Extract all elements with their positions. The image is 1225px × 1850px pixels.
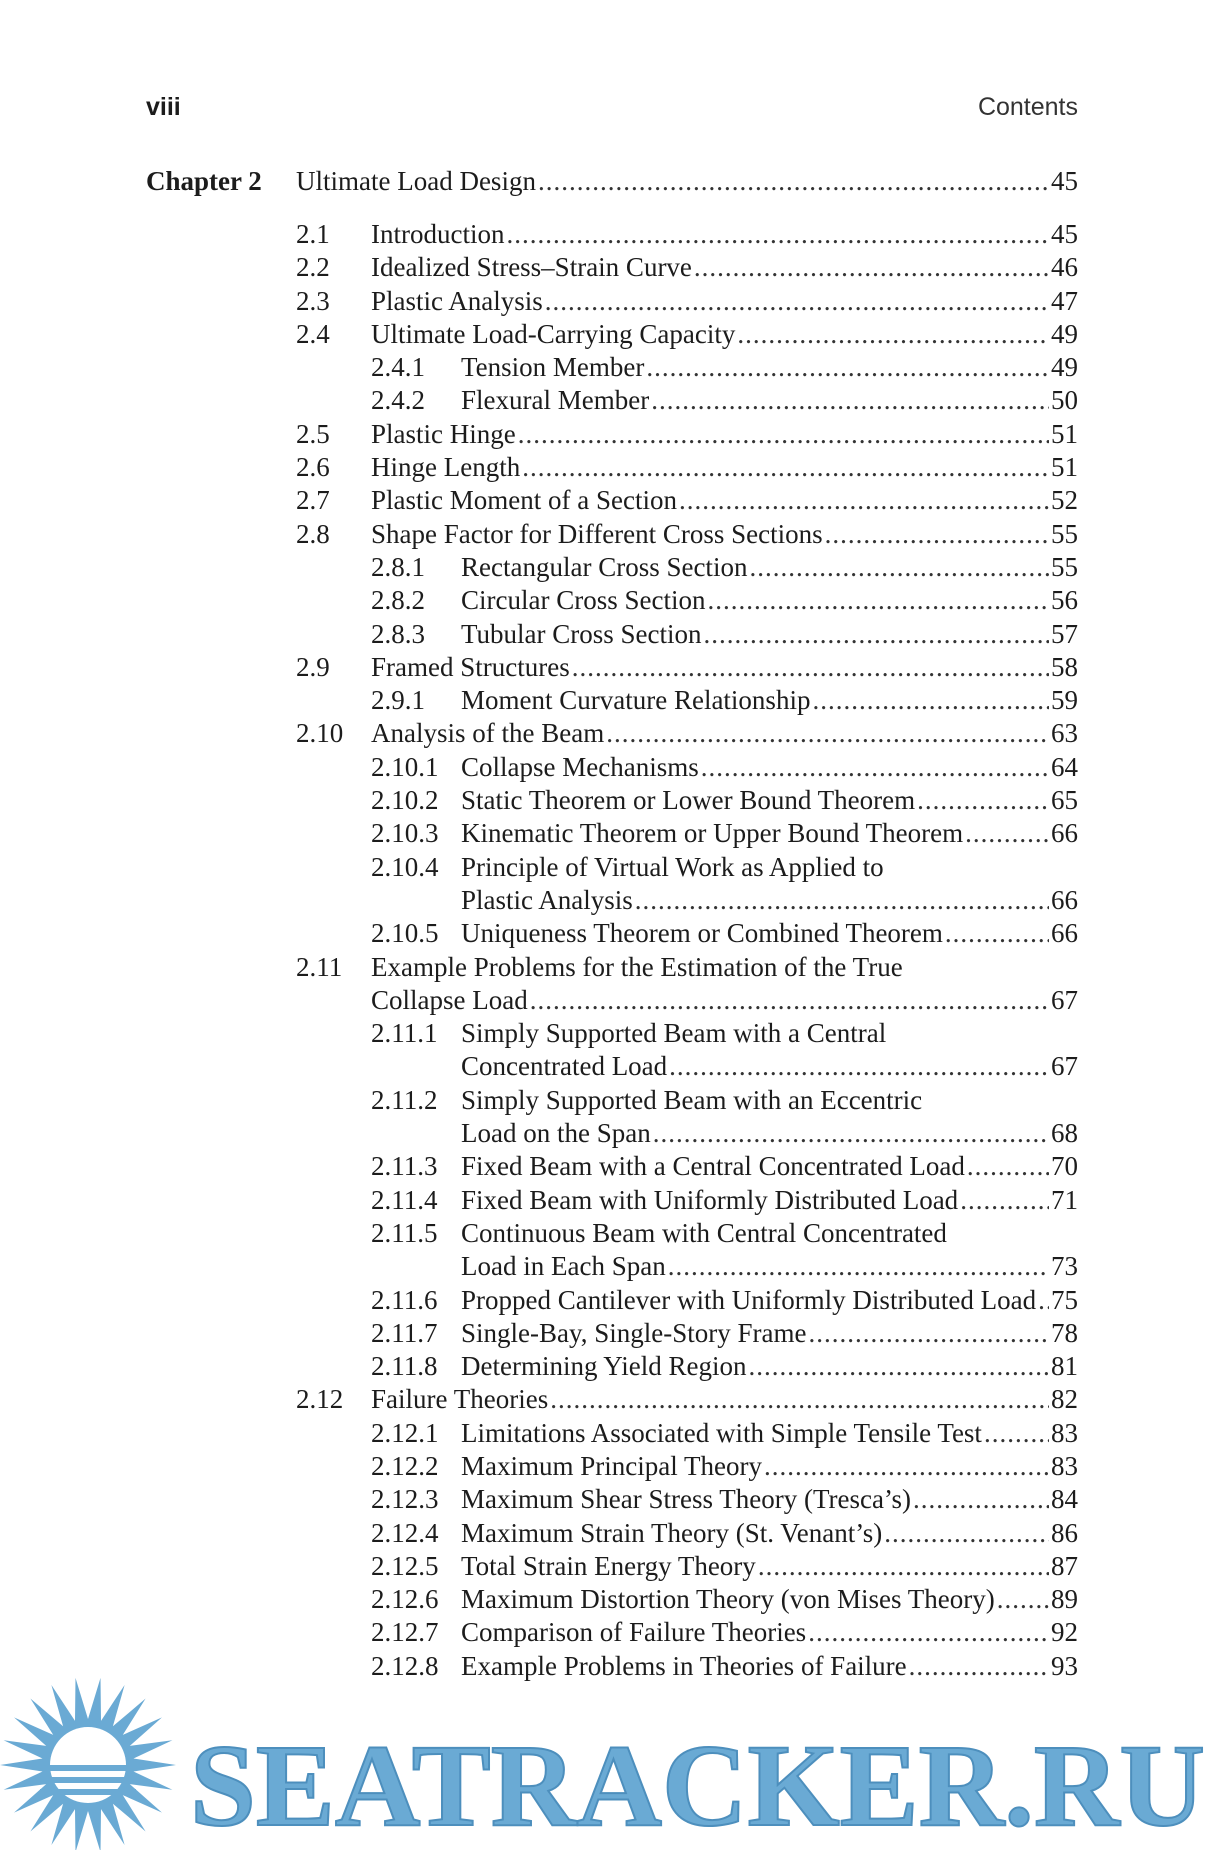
page-number: 92 bbox=[1051, 1617, 1078, 1648]
page-number: 84 bbox=[1051, 1484, 1078, 1515]
page-number: 64 bbox=[1051, 751, 1078, 782]
chapter-entry[interactable] bbox=[146, 166, 1078, 206]
section-number: 2.10.3 bbox=[371, 818, 439, 849]
page-number: 93 bbox=[1051, 1650, 1078, 1681]
page-number: 67 bbox=[1051, 984, 1078, 1015]
dot-leader bbox=[606, 717, 1049, 750]
dot-leader bbox=[701, 751, 1049, 784]
dot-leader bbox=[572, 651, 1049, 684]
section-title: Maximum Distortion Theory (von Mises Theory) bbox=[461, 1584, 995, 1615]
dot-leader bbox=[758, 1550, 1049, 1583]
dot-leader bbox=[545, 285, 1049, 318]
dot-leader bbox=[749, 551, 1049, 584]
toc-entry[interactable] bbox=[146, 1450, 1078, 1483]
page-number: 75 bbox=[1051, 1284, 1078, 1315]
sunburst-logo-icon bbox=[0, 1678, 176, 1850]
section-title: Maximum Strain Theory (St. Venant’s) bbox=[461, 1517, 883, 1548]
section-number: 2.9 bbox=[296, 651, 330, 682]
toc-entry[interactable] bbox=[146, 285, 1078, 318]
section-number: 2.11.5 bbox=[371, 1217, 438, 1248]
dot-leader bbox=[808, 1616, 1049, 1649]
page-number: 58 bbox=[1051, 651, 1078, 682]
seatracker-watermark bbox=[0, 1665, 1225, 1850]
toc-entry[interactable] bbox=[146, 584, 1078, 617]
page-number: 66 bbox=[1051, 884, 1078, 915]
page-number: 87 bbox=[1051, 1550, 1078, 1581]
toc-entry[interactable] bbox=[146, 684, 1078, 717]
toc-entry[interactable] bbox=[146, 1616, 1078, 1649]
section-number: 2.3 bbox=[296, 285, 330, 316]
toc-entry[interactable] bbox=[146, 1150, 1078, 1183]
section-number: 2.1 bbox=[296, 219, 330, 249]
page-number: 51 bbox=[1051, 452, 1078, 483]
section-number: 2.11 bbox=[296, 951, 343, 982]
page-number: 83 bbox=[1051, 1417, 1078, 1448]
section-title: Limitations Associated with Simple Tensile Test bbox=[461, 1417, 982, 1448]
toc-entry[interactable] bbox=[146, 951, 1078, 984]
page-number: 71 bbox=[1051, 1184, 1078, 1215]
chapter-label: Chapter 2 bbox=[146, 166, 262, 196]
section-title: Flexural Member bbox=[461, 385, 650, 416]
table-of-contents bbox=[146, 166, 1078, 1683]
chapter-page: 45 bbox=[1051, 166, 1078, 196]
section-number: 2.4.1 bbox=[371, 352, 425, 383]
dot-leader bbox=[522, 451, 1049, 484]
section-number: 2.10.2 bbox=[371, 785, 439, 816]
section-number: 2.12.4 bbox=[371, 1517, 439, 1548]
dot-leader bbox=[808, 1317, 1049, 1350]
section-title: Total Strain Energy Theory bbox=[461, 1550, 756, 1581]
page-number: 73 bbox=[1051, 1251, 1078, 1282]
toc-entry[interactable] bbox=[146, 1383, 1078, 1416]
section-title: Tension Member bbox=[461, 352, 645, 383]
section-number: 2.11.8 bbox=[371, 1351, 438, 1382]
section-title: Introduction bbox=[371, 219, 505, 249]
section-number: 2.12.2 bbox=[371, 1450, 439, 1481]
section-number: 2.10.5 bbox=[371, 918, 439, 949]
page-number: 57 bbox=[1051, 618, 1078, 649]
section-title: Ultimate Load-Carrying Capacity bbox=[371, 318, 736, 349]
section-title: Example Problems in Theories of Failure bbox=[461, 1650, 907, 1681]
section-title: Maximum Shear Stress Theory (Tresca’s) bbox=[461, 1484, 911, 1515]
section-title: Kinematic Theorem or Upper Bound Theorem bbox=[461, 818, 964, 849]
section-title: Circular Cross Section bbox=[461, 585, 706, 616]
section-title: Principle of Virtual Work as Applied to bbox=[461, 851, 884, 882]
page-number: 83 bbox=[1051, 1450, 1078, 1481]
section-number: 2.2 bbox=[296, 252, 330, 283]
toc-entry[interactable] bbox=[146, 218, 1078, 251]
page-number: 51 bbox=[1051, 418, 1078, 449]
toc-entry-continuation[interactable] bbox=[146, 1050, 1078, 1083]
section-number: 2.11.3 bbox=[371, 1151, 438, 1182]
toc-entry-continuation[interactable] bbox=[146, 1117, 1078, 1150]
page-number: 49 bbox=[1051, 352, 1078, 383]
section-title: Analysis of the Beam bbox=[371, 718, 605, 749]
dot-leader bbox=[997, 1583, 1049, 1616]
dot-leader bbox=[653, 1117, 1049, 1150]
dot-leader bbox=[694, 251, 1049, 284]
toc-entry[interactable] bbox=[146, 851, 1078, 884]
section-number: 2.7 bbox=[296, 485, 330, 516]
toc-entry[interactable] bbox=[146, 251, 1078, 284]
toc-entry[interactable] bbox=[146, 817, 1078, 850]
toc-entry[interactable] bbox=[146, 484, 1078, 517]
toc-entry[interactable] bbox=[146, 1317, 1078, 1350]
dot-leader bbox=[679, 484, 1049, 517]
toc-entry[interactable] bbox=[146, 1483, 1078, 1516]
dot-leader bbox=[917, 784, 1049, 817]
section-title: Concentrated Load bbox=[461, 1051, 668, 1082]
section-title: Maximum Principal Theory bbox=[461, 1450, 762, 1481]
toc-entry[interactable] bbox=[146, 717, 1078, 750]
page-number: 45 bbox=[1051, 219, 1078, 249]
section-title: Propped Cantilever with Uniformly Distributed Load bbox=[461, 1284, 1037, 1315]
running-title: Contents bbox=[977, 93, 1078, 121]
toc-entry[interactable] bbox=[146, 751, 1078, 784]
dot-leader bbox=[651, 384, 1049, 417]
toc-entry[interactable] bbox=[146, 1550, 1078, 1583]
dot-leader bbox=[945, 917, 1049, 950]
toc-entry[interactable] bbox=[146, 784, 1078, 817]
section-number: 2.10.1 bbox=[371, 751, 439, 782]
dot-leader bbox=[884, 1517, 1049, 1550]
page-number: 78 bbox=[1051, 1317, 1078, 1348]
toc-entry[interactable] bbox=[146, 1217, 1078, 1250]
section-number: 2.11.6 bbox=[371, 1284, 438, 1315]
section-number: 2.4 bbox=[296, 318, 330, 349]
dot-leader bbox=[960, 1184, 1049, 1217]
toc-entry[interactable] bbox=[146, 917, 1078, 950]
toc-entries bbox=[146, 218, 1078, 1683]
page-number: 50 bbox=[1051, 385, 1078, 416]
section-number: 2.12.7 bbox=[371, 1617, 439, 1648]
section-title: Uniqueness Theorem or Combined Theorem bbox=[461, 918, 943, 949]
toc-entry[interactable] bbox=[146, 518, 1078, 551]
dot-leader bbox=[825, 518, 1049, 551]
section-number: 2.12.6 bbox=[371, 1584, 439, 1615]
toc-entry[interactable] bbox=[146, 1284, 1078, 1317]
section-number: 2.10 bbox=[296, 718, 344, 749]
page-number: 86 bbox=[1051, 1517, 1078, 1548]
dot-leader bbox=[669, 1050, 1049, 1083]
dot-leader bbox=[984, 1417, 1049, 1450]
section-number: 2.11.7 bbox=[371, 1317, 438, 1348]
section-title: Load in Each Span bbox=[461, 1251, 666, 1282]
page-number: 82 bbox=[1051, 1384, 1078, 1415]
dot-leader bbox=[704, 618, 1049, 651]
page-number: 66 bbox=[1051, 818, 1078, 849]
section-number: 2.8.1 bbox=[371, 551, 425, 582]
section-title: Hinge Length bbox=[371, 452, 521, 483]
page-number: 46 bbox=[1051, 252, 1078, 283]
section-title: Simply Supported Beam with a Central bbox=[461, 1018, 887, 1049]
toc-entry[interactable] bbox=[146, 351, 1078, 384]
dot-leader bbox=[748, 1350, 1049, 1383]
section-number: 2.6 bbox=[296, 452, 330, 483]
section-title: Fixed Beam with Uniformly Distributed Load bbox=[461, 1184, 959, 1215]
section-title: Plastic Analysis bbox=[371, 285, 543, 316]
page-number: 52 bbox=[1051, 485, 1078, 516]
section-number: 2.11.2 bbox=[371, 1084, 438, 1115]
toc-entry[interactable] bbox=[146, 1517, 1078, 1550]
section-title: Moment Curvature Relationship bbox=[461, 685, 811, 716]
section-number: 2.9.1 bbox=[371, 685, 425, 716]
section-title: Shape Factor for Different Cross Sections bbox=[371, 518, 823, 549]
toc-entry[interactable] bbox=[146, 1184, 1078, 1217]
section-title: Single-Bay, Single-Story Frame bbox=[461, 1317, 807, 1348]
page-folio: viii bbox=[146, 93, 181, 121]
dot-leader bbox=[646, 351, 1049, 384]
chapter-title: Ultimate Load Design bbox=[296, 166, 536, 196]
section-number: 2.12.8 bbox=[371, 1650, 439, 1681]
toc-entry-continuation[interactable] bbox=[146, 884, 1078, 917]
watermark-text: SEATRACKER.RU bbox=[190, 1720, 1205, 1850]
toc-entry[interactable] bbox=[146, 651, 1078, 684]
section-number: 2.4.2 bbox=[371, 385, 425, 416]
section-title: Static Theorem or Lower Bound Theorem bbox=[461, 785, 916, 816]
section-title: Example Problems for the Estimation of the True bbox=[371, 951, 903, 982]
section-number: 2.8 bbox=[296, 518, 330, 549]
page-number: 89 bbox=[1051, 1584, 1078, 1615]
section-title: Tubular Cross Section bbox=[461, 618, 702, 649]
section-title: Load on the Span bbox=[461, 1118, 651, 1149]
section-title: Framed Structures bbox=[371, 651, 570, 682]
toc-entry[interactable] bbox=[146, 1017, 1078, 1050]
section-title: Plastic Hinge bbox=[371, 418, 516, 449]
section-title: Idealized Stress–Strain Curve bbox=[371, 252, 692, 283]
dot-leader bbox=[538, 166, 1049, 197]
toc-entry[interactable] bbox=[146, 451, 1078, 484]
section-title: Comparison of Failure Theories bbox=[461, 1617, 807, 1648]
toc-entry[interactable] bbox=[146, 1084, 1078, 1117]
section-number: 2.8.2 bbox=[371, 585, 425, 616]
section-title: Failure Theories bbox=[371, 1384, 549, 1415]
toc-entry[interactable] bbox=[146, 318, 1078, 351]
section-number: 2.12.1 bbox=[371, 1417, 439, 1448]
dot-leader bbox=[518, 418, 1049, 451]
page-number: 49 bbox=[1051, 318, 1078, 349]
toc-entry-continuation[interactable] bbox=[146, 984, 1078, 1017]
page-number: 63 bbox=[1051, 718, 1078, 749]
section-title: Collapse Load bbox=[371, 984, 528, 1015]
dot-leader bbox=[967, 1150, 1049, 1183]
dot-leader bbox=[506, 218, 1049, 251]
section-title: Plastic Analysis bbox=[461, 884, 633, 915]
section-number: 2.11.4 bbox=[371, 1184, 438, 1215]
section-number: 2.10.4 bbox=[371, 851, 439, 882]
page-number: 68 bbox=[1051, 1118, 1078, 1149]
dot-leader bbox=[530, 984, 1049, 1017]
page-number: 59 bbox=[1051, 685, 1078, 716]
section-title: Continuous Beam with Central Concentrated bbox=[461, 1217, 947, 1248]
toc-entry[interactable] bbox=[146, 384, 1078, 417]
page-number: 47 bbox=[1051, 285, 1078, 316]
section-title: Collapse Mechanisms bbox=[461, 751, 699, 782]
section-number: 2.12.3 bbox=[371, 1484, 439, 1515]
section-title: Rectangular Cross Section bbox=[461, 551, 748, 582]
section-title: Plastic Moment of a Section bbox=[371, 485, 677, 516]
section-number: 2.12 bbox=[296, 1384, 344, 1415]
section-number: 2.12.5 bbox=[371, 1550, 439, 1581]
dot-leader bbox=[965, 817, 1049, 850]
toc-entry[interactable] bbox=[146, 1583, 1078, 1616]
page-number: 70 bbox=[1051, 1151, 1078, 1182]
toc-entry-continuation[interactable] bbox=[146, 1250, 1078, 1283]
page-number: 56 bbox=[1051, 585, 1078, 616]
dot-leader bbox=[913, 1483, 1049, 1516]
dot-leader bbox=[737, 318, 1049, 351]
section-number: 2.11.1 bbox=[371, 1018, 438, 1049]
section-title: Determining Yield Region bbox=[461, 1351, 747, 1382]
toc-entry[interactable] bbox=[146, 1417, 1078, 1450]
page-number: 81 bbox=[1051, 1351, 1078, 1382]
dot-leader bbox=[707, 584, 1049, 617]
dot-leader bbox=[764, 1450, 1049, 1483]
dot-leader bbox=[635, 884, 1049, 917]
dot-leader bbox=[812, 684, 1049, 717]
section-number: 2.8.3 bbox=[371, 618, 425, 649]
page-number: 55 bbox=[1051, 518, 1078, 549]
page-number: 65 bbox=[1051, 785, 1078, 816]
dot-leader bbox=[1038, 1284, 1049, 1317]
toc-entry[interactable] bbox=[146, 418, 1078, 451]
page-number: 67 bbox=[1051, 1051, 1078, 1082]
dot-leader bbox=[668, 1250, 1049, 1283]
section-title: Simply Supported Beam with an Eccentric bbox=[461, 1084, 923, 1115]
section-title: Fixed Beam with a Central Concentrated Load bbox=[461, 1151, 965, 1182]
page-number: 55 bbox=[1051, 551, 1078, 582]
section-number: 2.5 bbox=[296, 418, 330, 449]
page-number: 66 bbox=[1051, 918, 1078, 949]
toc-entry[interactable] bbox=[146, 1350, 1078, 1383]
dot-leader bbox=[550, 1383, 1049, 1416]
toc-entry[interactable] bbox=[146, 551, 1078, 584]
running-head bbox=[146, 93, 1078, 127]
toc-entry[interactable] bbox=[146, 618, 1078, 651]
